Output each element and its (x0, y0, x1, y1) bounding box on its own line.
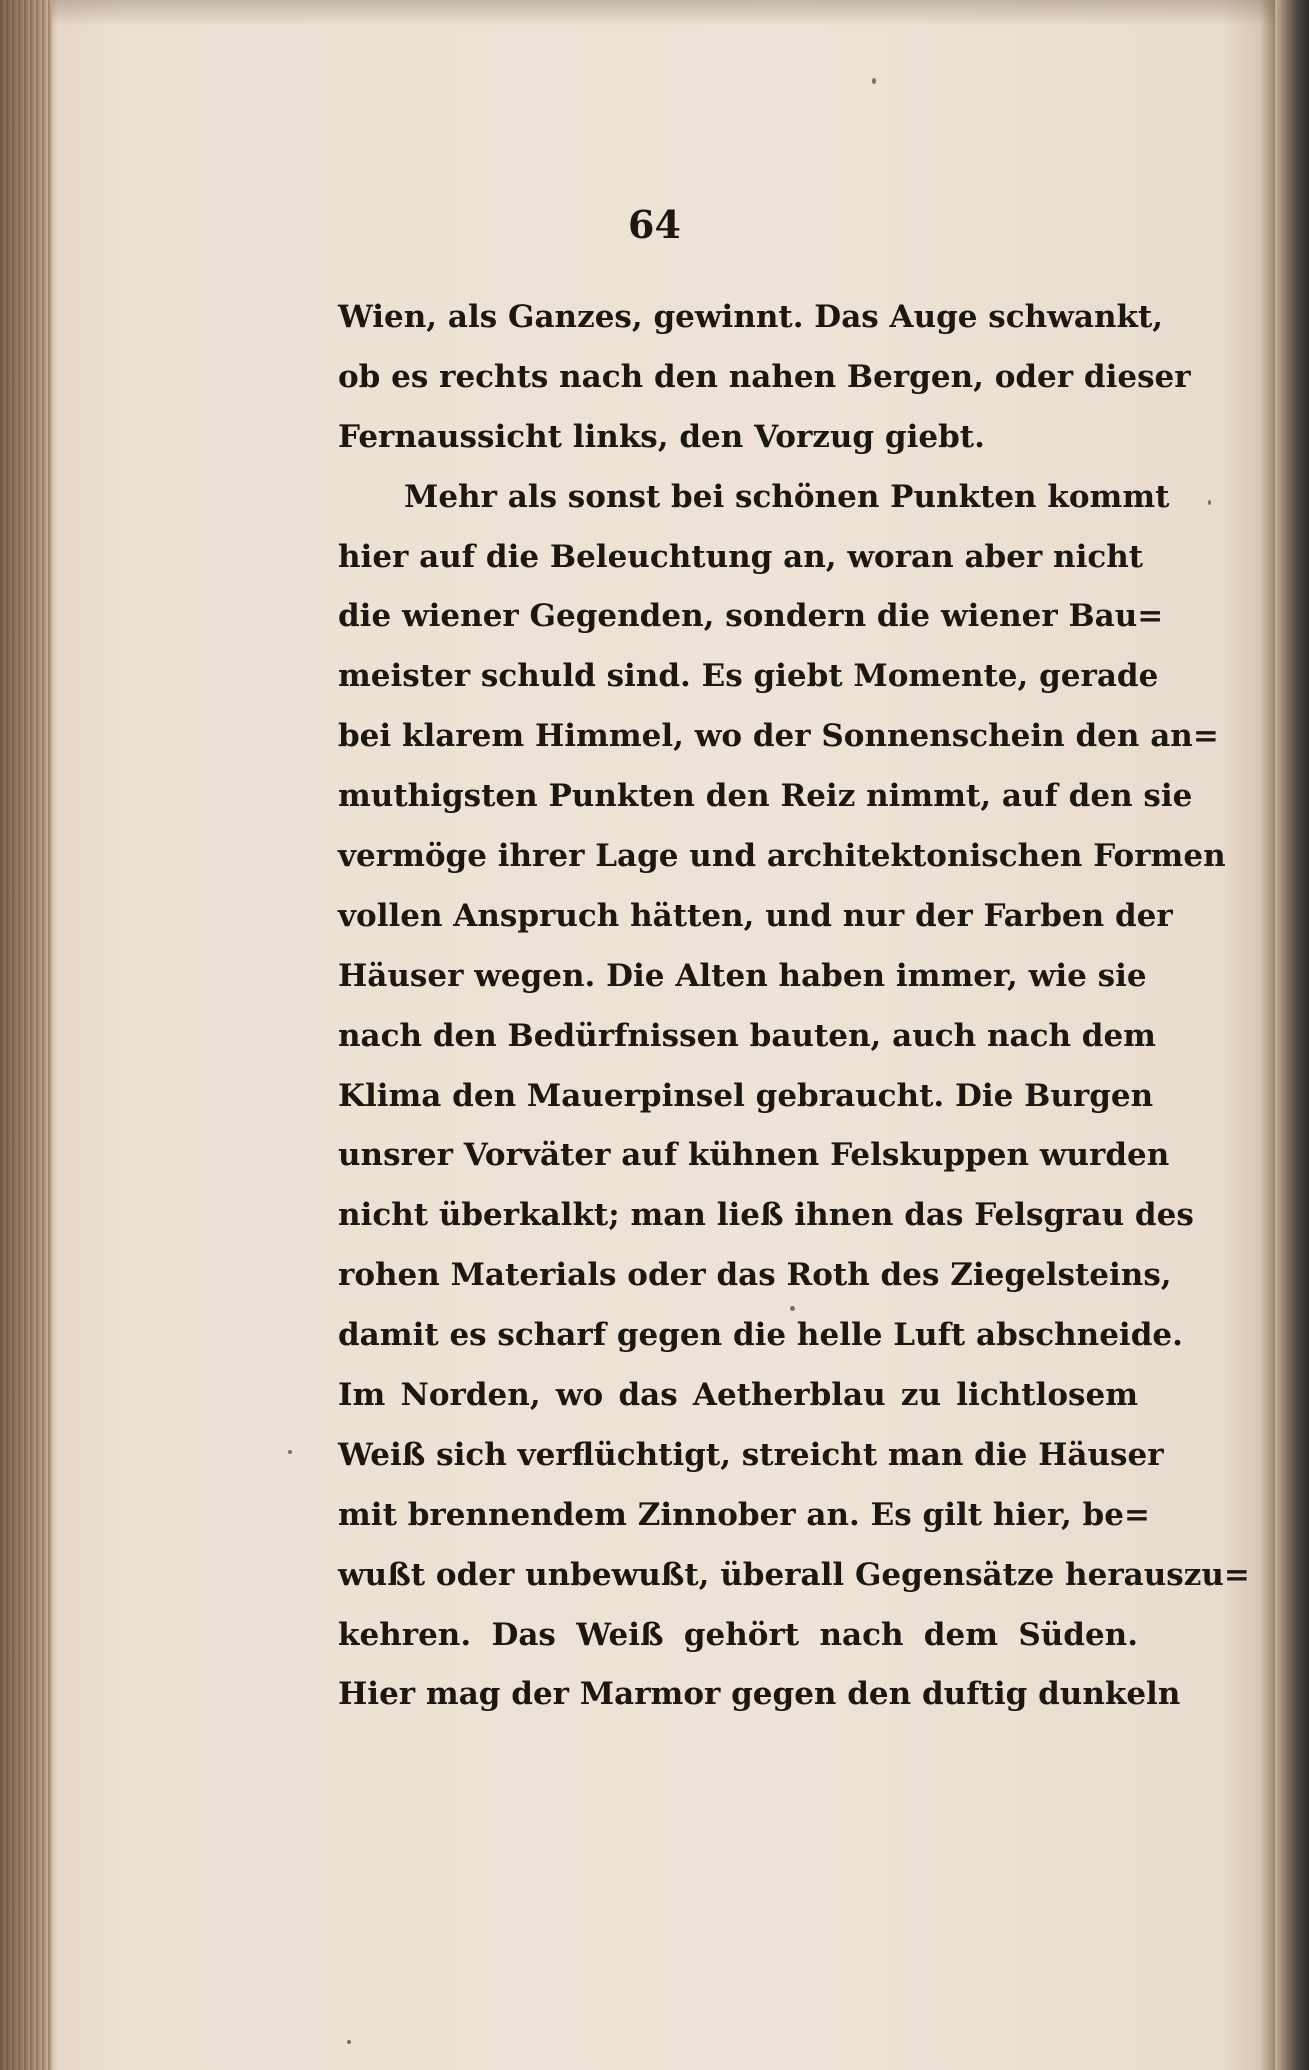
text-line: ob es rechts nach den nahen Bergen, oder dieser (338, 358, 1191, 395)
text-line: wußt oder unbewußt, überall Gegensätze herauszu= (338, 1556, 1250, 1593)
paper-speck (790, 1306, 795, 1311)
text-line: Fernaussicht links, den Vorzug giebt. (338, 418, 985, 455)
text-line: mit brennendem Zinnober an. Es gilt hier, be= (338, 1496, 1150, 1533)
page-left-edge (0, 0, 52, 2070)
text-line: Weiß sich verflüchtigt, streicht man die Häuser (338, 1436, 1164, 1473)
text-line: die wiener Gegenden, sondern die wiener Bau= (338, 598, 1164, 635)
paper-speck (1208, 500, 1211, 505)
text-line: nach den Bedürfnissen bauten, auch nach dem (338, 1017, 1156, 1054)
text-line: Wien, als Ganzes, gewinnt. Das Auge schwankt, (338, 299, 1164, 335)
text-line: vollen Anspruch hätten, und nur der Farben der (338, 897, 1173, 934)
text-line: Hier mag der Marmor gegen den duftig dunkeln (338, 1676, 1181, 1713)
body-text (338, 288, 1250, 1725)
paper-speck (288, 1450, 292, 1454)
text-line: Klima den Mauerpinsel gebraucht. Die Burgen (338, 1077, 1154, 1114)
paper-speck (347, 2040, 351, 2044)
text-line: vermöge ihrer Lage und architektonischen Formen (338, 838, 1226, 875)
text-line: kehren. Das Weiß gehört nach dem Süden. (338, 1616, 1138, 1653)
text-line: meister schuld sind. Es giebt Momente, gerade (338, 658, 1159, 695)
paper-speck (872, 78, 876, 84)
text-line: bei klarem Himmel, wo der Sonnenschein den an= (338, 718, 1219, 755)
text-line: rohen Materials oder das Roth des Ziegelsteins, (338, 1257, 1172, 1294)
page-right-edge (1275, 0, 1309, 2070)
text-line: nicht überkalkt; man ließ ihnen das Felsgrau des (338, 1197, 1194, 1234)
text-line: muthigsten Punkten den Reiz nimmt, auf den sie (338, 778, 1193, 815)
page-number: 64 (628, 202, 681, 247)
page-top-shadow (52, 0, 1275, 26)
text-line: damit es scharf gegen die helle Luft abschneide. (338, 1317, 1183, 1354)
text-line: hier auf die Beleuchtung an, woran aber nicht (338, 538, 1144, 575)
text-line: Häuser wegen. Die Alten haben immer, wie sie (338, 957, 1147, 994)
text-line: Im Norden, wo das Aetherblau zu lichtlosem (338, 1377, 1138, 1414)
paragraph-start-line: Mehr als sonst bei schönen Punkten kommt (404, 478, 1170, 515)
text-line: unsrer Vorväter auf kühnen Felskuppen wurden (338, 1137, 1170, 1174)
